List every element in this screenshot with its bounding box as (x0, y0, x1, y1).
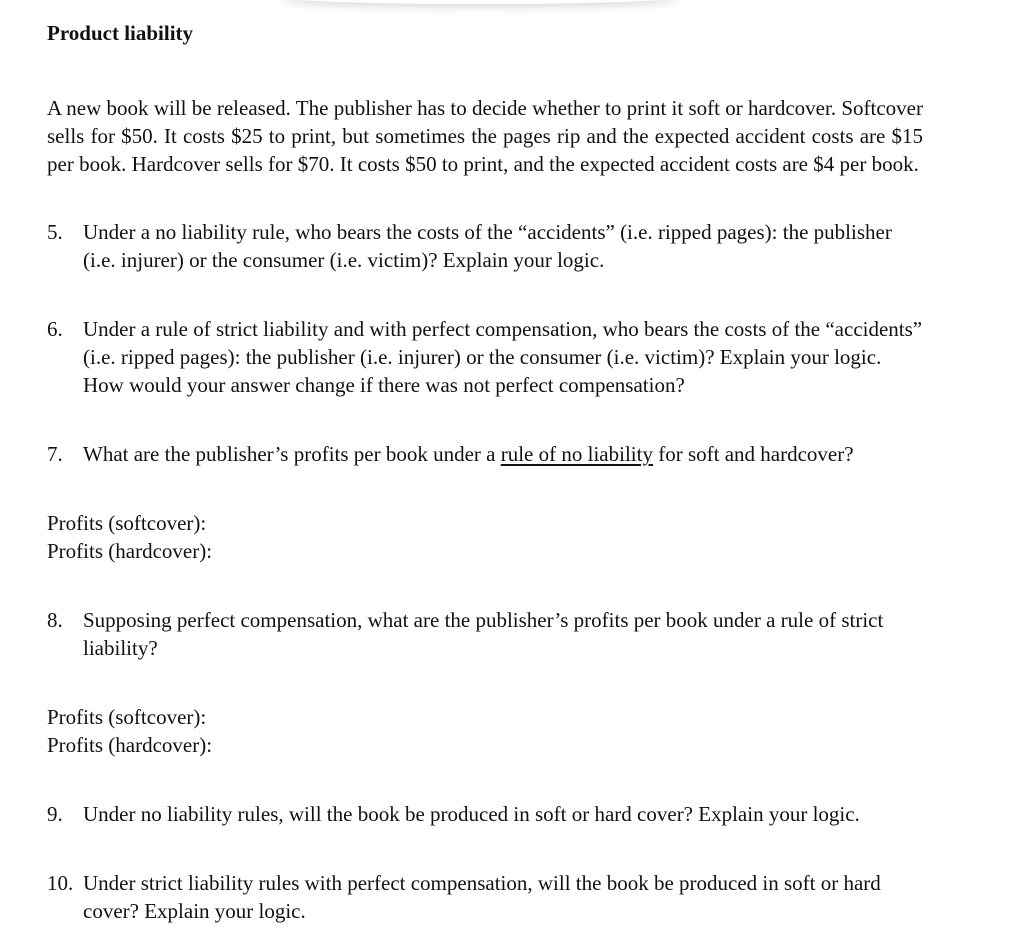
question-text-before: What are the publisher’s profits per book under a (83, 442, 501, 466)
intro-paragraph: A new book will be released. The publisher has to decide whether to print it soft or hardcover. Softcover sells for $50. It costs $25 to print, but sometimes the pages rip and the expected accident costs are $15 per book. Hardcover sells for $70. It costs $50 to print, and the expected accident costs are $4 per book. (47, 96, 923, 176)
question-number: 10. (47, 871, 74, 895)
question-7 (47, 440, 923, 468)
question-text-after: for soft and hardcover? (652, 442, 854, 466)
question-6 (47, 315, 923, 399)
question-number: 8. (47, 608, 63, 632)
question-number: 6. (47, 317, 63, 341)
question-8 (47, 606, 923, 662)
profits-hardcover-label: Profits (hardcover): (47, 539, 213, 563)
question-5 (47, 218, 923, 274)
profits-softcover-label: Profits (softcover): (47, 705, 207, 729)
profits-answer-block-2 (47, 703, 923, 759)
profits-softcover-label: Profits (softcover): (47, 511, 207, 535)
document-page (47, 19, 923, 925)
question-number: 9. (47, 802, 63, 826)
question-10 (47, 869, 923, 925)
question-9 (47, 800, 923, 828)
question-text: Under strict liability rules with perfect compensation, will the book be produced in soft or hard cover? Explain your logic. (83, 871, 881, 923)
question-text: Supposing perfect compensation, what are the publisher’s profits per book under a rule of strict liability? (83, 608, 884, 660)
question-number: 5. (47, 220, 63, 244)
question-text: Under a no liability rule, who bears the costs of the “accidents” (i.e. ripped pages): the publisher (i.e. injurer) or the consumer (i.e. victim)? Explain your logic. (83, 220, 892, 272)
profits-hardcover-label: Profits (hardcover): (47, 733, 213, 757)
document-title: Product liability (47, 21, 194, 45)
profits-answer-block-1 (47, 509, 923, 565)
question-number: 7. (47, 442, 63, 466)
question-text: Under no liability rules, will the book be produced in soft or hard cover? Explain your logic. (83, 802, 860, 826)
question-text: Under a rule of strict liability and with perfect compensation, who bears the costs of the “accidents” (i.e. ripped pages): the publisher (i.e. injurer) or the consumer (i.e. victim)? Explain your logic. How would your answer change if there was not perfect compensation? (83, 317, 923, 397)
top-edge-shadow (280, 0, 680, 4)
question-text-underlined: rule of no liability (500, 442, 653, 466)
